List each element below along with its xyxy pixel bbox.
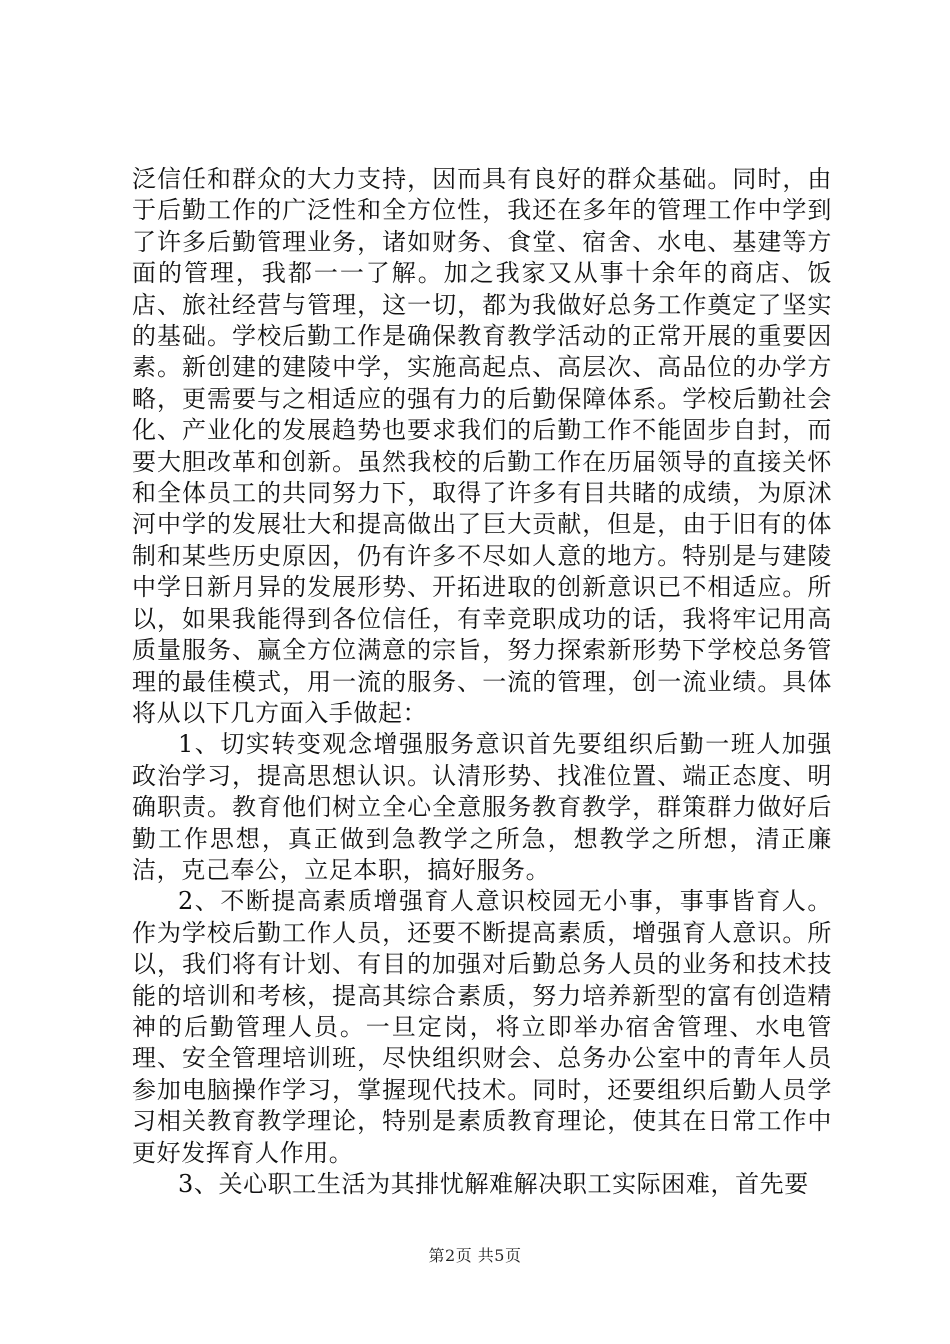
paragraph-continuation: 泛信任和群众的大力支持，因而具有良好的群众基础。同时，由于后勤工作的广泛性和全方位性，我还在多年的管理工作中学到了许多后勤管理业务，诸如财务、食堂、宿舍、水电、基建等方面的管理，我都一一了解。加之我家又从事十余年的商店、饭店、旅社经营与管理，这一切，都为我做好总务工作奠定了坚实的基础。学校后勤工作是确保教育教学活动的正常开展的重要因素。新创建的建陵中学，实施高起点、高层次、高品位的办学方略，更需要与之相适应的强有力的后勤保障体系。学校后勤社会化、产业化的发展趋势也要求我们的后勤工作不能固步自封，而要大胆改革和创新。虽然我校的后勤工作在历届领导的直接关怀和全体员工的共同努力下，取得了许多有目共睹的成绩，为原沭河中学的发展壮大和提高做出了巨大贡献，但是，由于旧有的体制和某些历史原因，仍有许多不尽如人意的地方。特别是与建陵中学日新月异的发展形势、开拓进取的创新意识已不相适应。所以，如果我能得到各位信任，有幸竞职成功的话，我将牢记用高质量服务、赢全方位满意的宗旨，努力探索新形势下学校总务管理的最佳模式，用一流的服务、一流的管理，创一流业绩。具体将从以下几方面入手做起： xyxy=(132,165,832,727)
paragraph-item-1: 1、切实转变观念增强服务意识首先要组织后勤一班人加强政治学习，提高思想认识。认清形势、找准位置、端正态度、明确职责。教育他们树立全心全意服务教育教学，群策群力做好后勤工作思想，真正做到急教学之所急，想教学之所想，清正廉洁，克己奉公，立足本职，搞好服务。 xyxy=(132,730,832,884)
paragraph-item-3: 3、关心职工生活为其排忧解难解决职工实际困难，首先要 xyxy=(178,1170,809,1198)
paragraph-item-2: 2、不断提高素质增强育人意识校园无小事，事事皆育人。作为学校后勤工作人员，还要不断提高素质，增强育人意识。所以，我们将有计划、有目的加强对后勤总务人员的业务和技术技能的培训和考核，提高其综合素质，努力培养新型的富有创造精神的后勤管理人员。一旦定岗，将立即举办宿舍管理、水电管理、安全管理培训班，尽快组织财会、总务办公室中的青年人员参加电脑操作学习，掌握现代技术。同时，还要组织后勤人员学习相关教育教学理论，特别是素质教育理论，使其在日常工作中更好发挥育人作用。 xyxy=(132,887,832,1167)
page-number-footer: 第2页 共5页 xyxy=(428,1246,522,1265)
document-body xyxy=(132,164,832,1200)
